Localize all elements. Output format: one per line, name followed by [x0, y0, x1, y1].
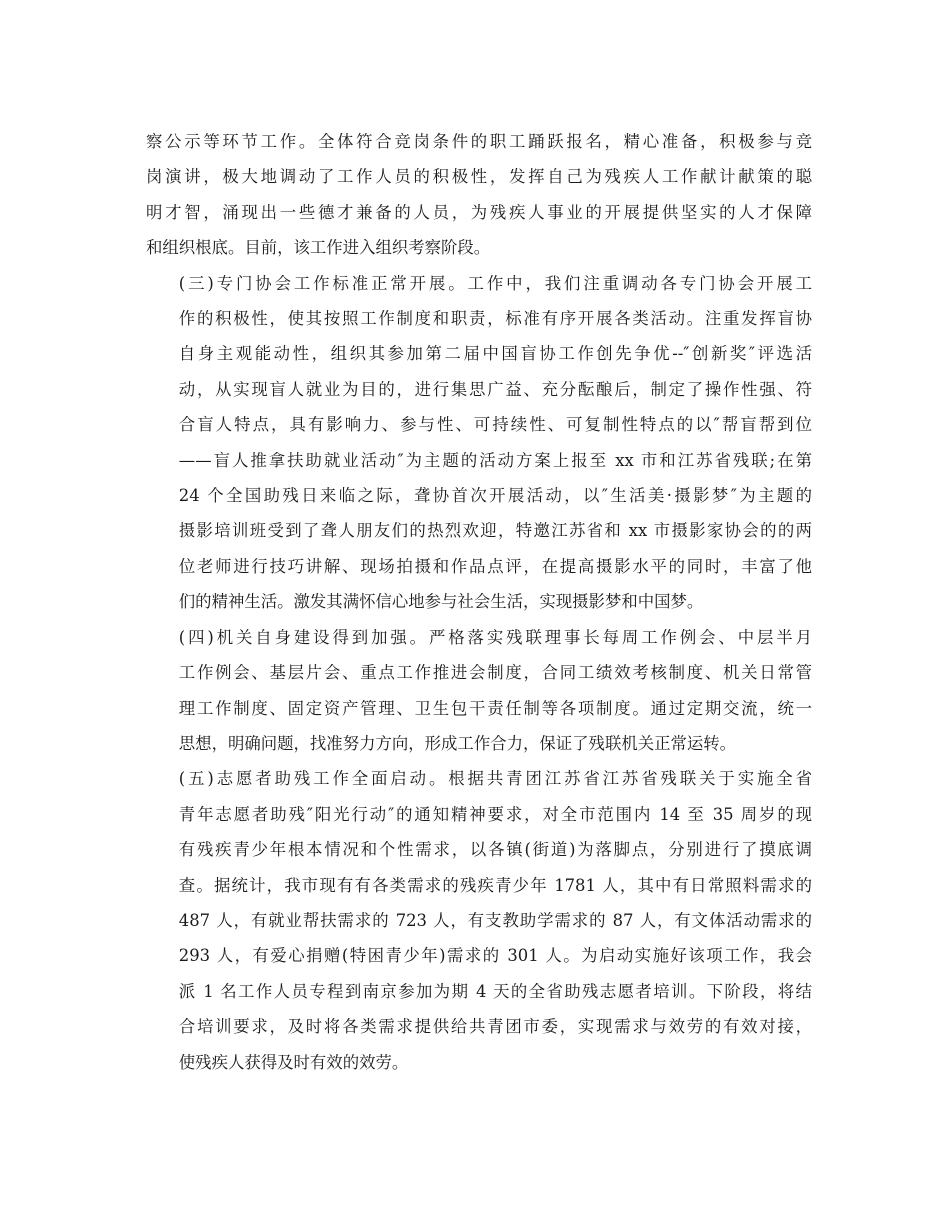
text-line: 岗演讲，极大地调动了工作人员的积极性，发挥自己为残疾人工作献计献策的聪 — [146, 167, 812, 187]
text-line: 487 人，有就业帮扶需求的 723 人，有支教助学需求的 87 人，有文体活动需求的 — [178, 910, 812, 930]
text-line: 理工作制度、固定资产管理、卫生包干责任制等各项制度。通过定期交流，统一 — [178, 698, 812, 718]
text-line: 位老师进行技巧讲解、现场拍摄和作品点评，在提高摄影水平的同时，丰富了他 — [178, 556, 812, 576]
text-line: 自身主观能动性，组织其参加第二届中国盲协工作创先争优--″创新奖″评选活 — [178, 344, 812, 364]
text-line: 和组织根底。目前，该工作进入组织考察阶段。 — [146, 238, 491, 258]
paragraph — [146, 761, 812, 1080]
text-line: 青年志愿者助残″阳光行动″的通知精神要求，对全市范围内 14 至 35 周岁的现 — [178, 804, 812, 824]
paragraph — [146, 620, 812, 762]
text-line: 派 1 名工作人员专程到南京参加为期 4 天的全省助残志愿者培训。下阶段，将结 — [178, 981, 812, 1001]
text-line: 合盲人特点，具有影响力、参与性、可持续性、可复制性特点的以″帮盲帮到位 — [178, 415, 812, 435]
text-line: 工作例会、基层片会、重点工作推进会制度，合同工绩效考核制度、机关日常管 — [178, 663, 812, 683]
text-line: (四)机关自身建设得到加强。严格落实残联理事长每周工作例会、中层半月 — [178, 627, 812, 647]
text-line: 摄影培训班受到了聋人朋友们的热烈欢迎，特邀江苏省和 xx 市摄影家协会的的两 — [178, 521, 812, 541]
text-line: 作的积极性，使其按照工作制度和职责，标准有序开展各类活动。注重发挥盲协 — [178, 309, 812, 329]
text-line: 明才智，涌现出一些德才兼备的人员，为残疾人事业的开展提供坚实的人才保障 — [146, 202, 812, 222]
text-line: ——盲人推拿扶助就业活动″为主题的活动方案上报至 xx 市和江苏省残联;在第 — [178, 450, 812, 470]
text-line: 合培训要求，及时将各类需求提供给共青团市委，实现需求与效劳的有效对接， — [178, 1017, 812, 1037]
text-line: 查。据统计，我市现有有各类需求的残疾青少年 1781 人，其中有日常照料需求的 — [178, 875, 812, 895]
paragraph — [146, 124, 812, 266]
text-line: (三)专门协会工作标准正常开展。工作中，我们注重调动各专门协会开展工 — [178, 273, 812, 293]
paragraph — [146, 266, 812, 620]
text-line: (五)志愿者助残工作全面启动。根据共青团江苏省江苏省残联关于实施全省 — [178, 769, 812, 789]
text-line: 思想，明确问题，找准努力方向，形成工作合力，保证了残联机关正常运转。 — [178, 733, 737, 753]
text-line: 动，从实现盲人就业为目的，进行集思广益、充分酝酿后，制定了操作性强、符 — [178, 379, 812, 399]
text-line: 们的精神生活。激发其满怀信心地参与社会生活，实现摄影梦和中国梦。 — [178, 592, 704, 612]
text-line: 有残疾青少年根本情况和个性需求，以各镇(街道)为落脚点，分别进行了摸底调 — [178, 840, 812, 860]
text-line: 察公示等环节工作。全体符合竞岗条件的职工踊跃报名，精心准备，积极参与竞 — [146, 132, 812, 151]
text-line: 使残疾人获得及时有效的效劳。 — [178, 1052, 409, 1072]
document-body — [146, 124, 812, 1080]
text-line: 293 人，有爱心捐赠(特困青少年)需求的 301 人。为启动实施好该项工作，我会 — [178, 946, 812, 966]
text-line: 24 个全国助残日来临之际，聋协首次开展活动，以″生活美·摄影梦″为主题的 — [178, 486, 812, 506]
